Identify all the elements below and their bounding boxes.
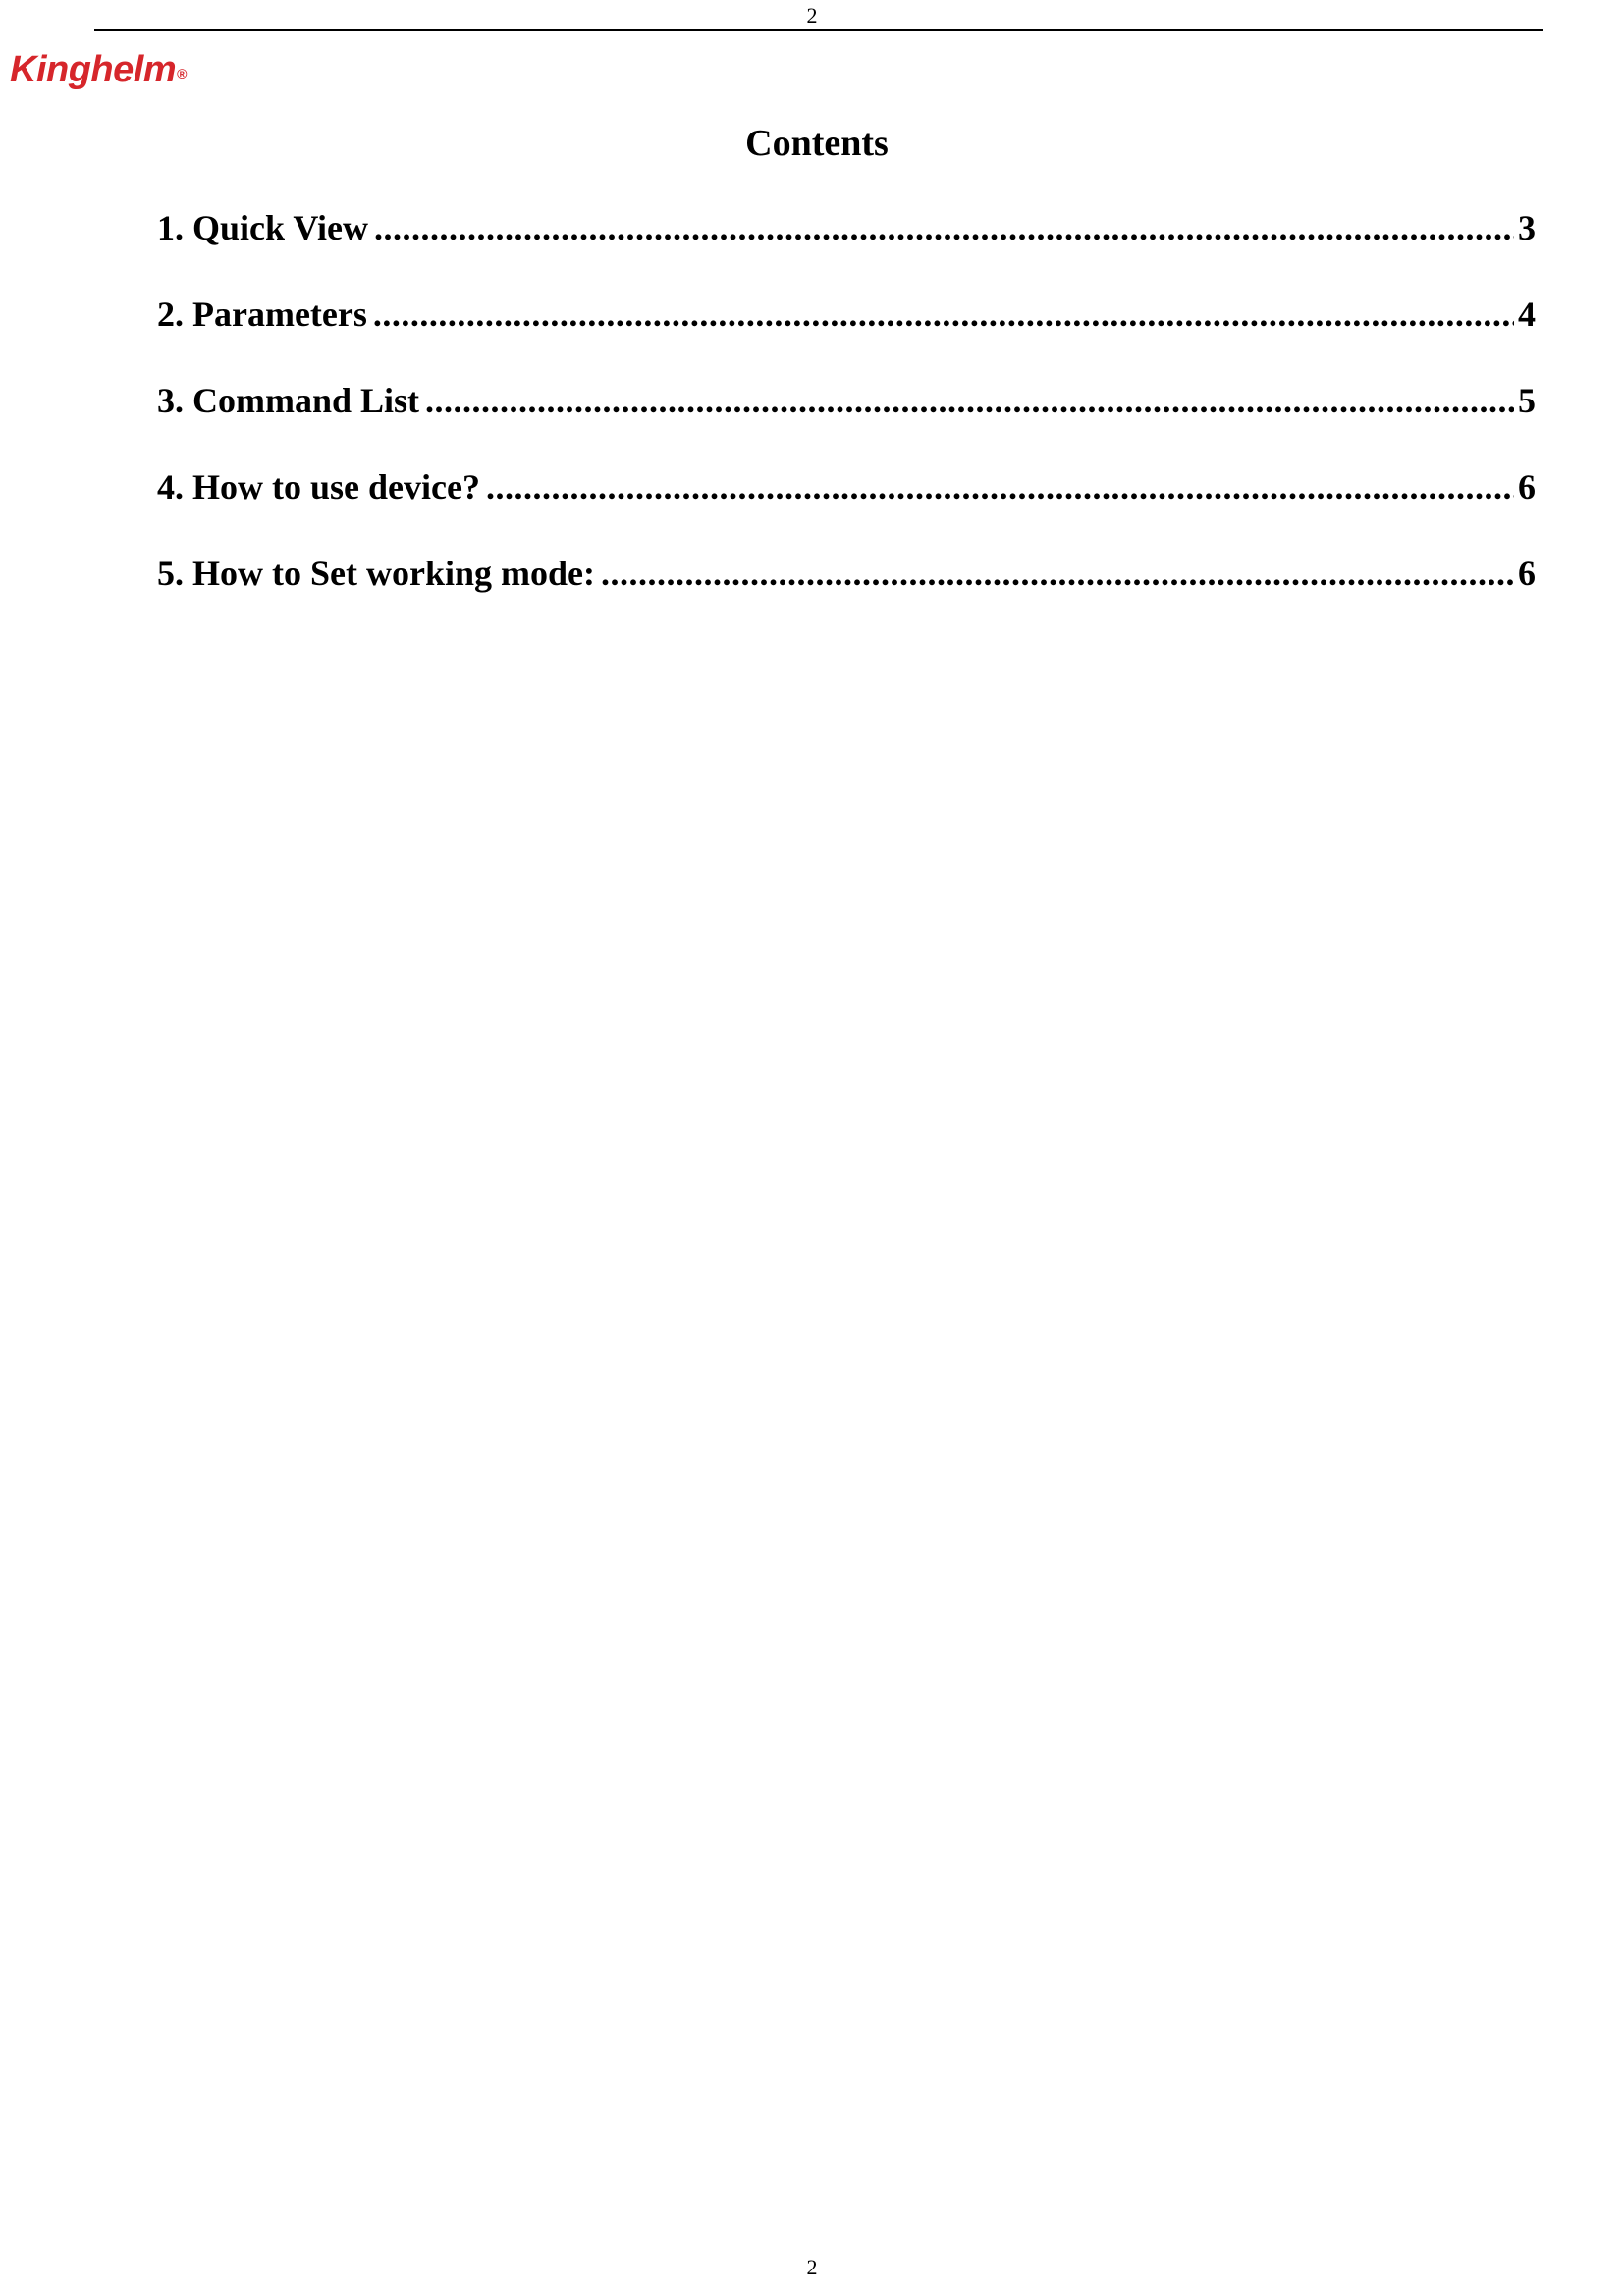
footer-page-number: 2 — [806, 2255, 818, 2279]
toc-entry-label: 5. How to Set working mode: — [157, 554, 595, 593]
toc-title: Contents — [745, 123, 889, 164]
toc-entry-parameters[interactable] — [157, 289, 1536, 375]
toc-entry-quick-view[interactable] — [157, 202, 1536, 289]
table-of-contents — [157, 202, 1536, 634]
toc-entry-page: 6 — [1518, 467, 1536, 507]
toc-entry-label: 4. How to use device? — [157, 467, 480, 507]
toc-entry-page: 6 — [1518, 554, 1536, 593]
toc-dot-leader — [425, 375, 1514, 426]
header-page-number: 2 — [806, 3, 818, 27]
toc-dot-leader — [486, 461, 1514, 512]
registered-mark: ® — [177, 66, 187, 81]
toc-entry-how-to-use-device[interactable] — [157, 461, 1536, 548]
toc-entry-page: 3 — [1518, 208, 1536, 247]
toc-dot-leader — [601, 548, 1514, 599]
toc-dot-leader — [374, 202, 1514, 253]
toc-entry-label: 3. Command List — [157, 381, 420, 420]
toc-dot-leader — [373, 289, 1514, 340]
toc-entry-page: 5 — [1518, 381, 1536, 420]
header-rule — [94, 29, 1543, 31]
logo-text: Kinghelm — [10, 49, 177, 90]
toc-entry-label: 1. Quick View — [157, 208, 369, 247]
toc-entry-set-working-mode[interactable] — [157, 548, 1536, 634]
kinghelm-logo — [10, 47, 187, 92]
toc-entry-command-list[interactable] — [157, 375, 1536, 461]
toc-entry-label: 2. Parameters — [157, 294, 367, 334]
toc-entry-page: 4 — [1518, 294, 1536, 334]
